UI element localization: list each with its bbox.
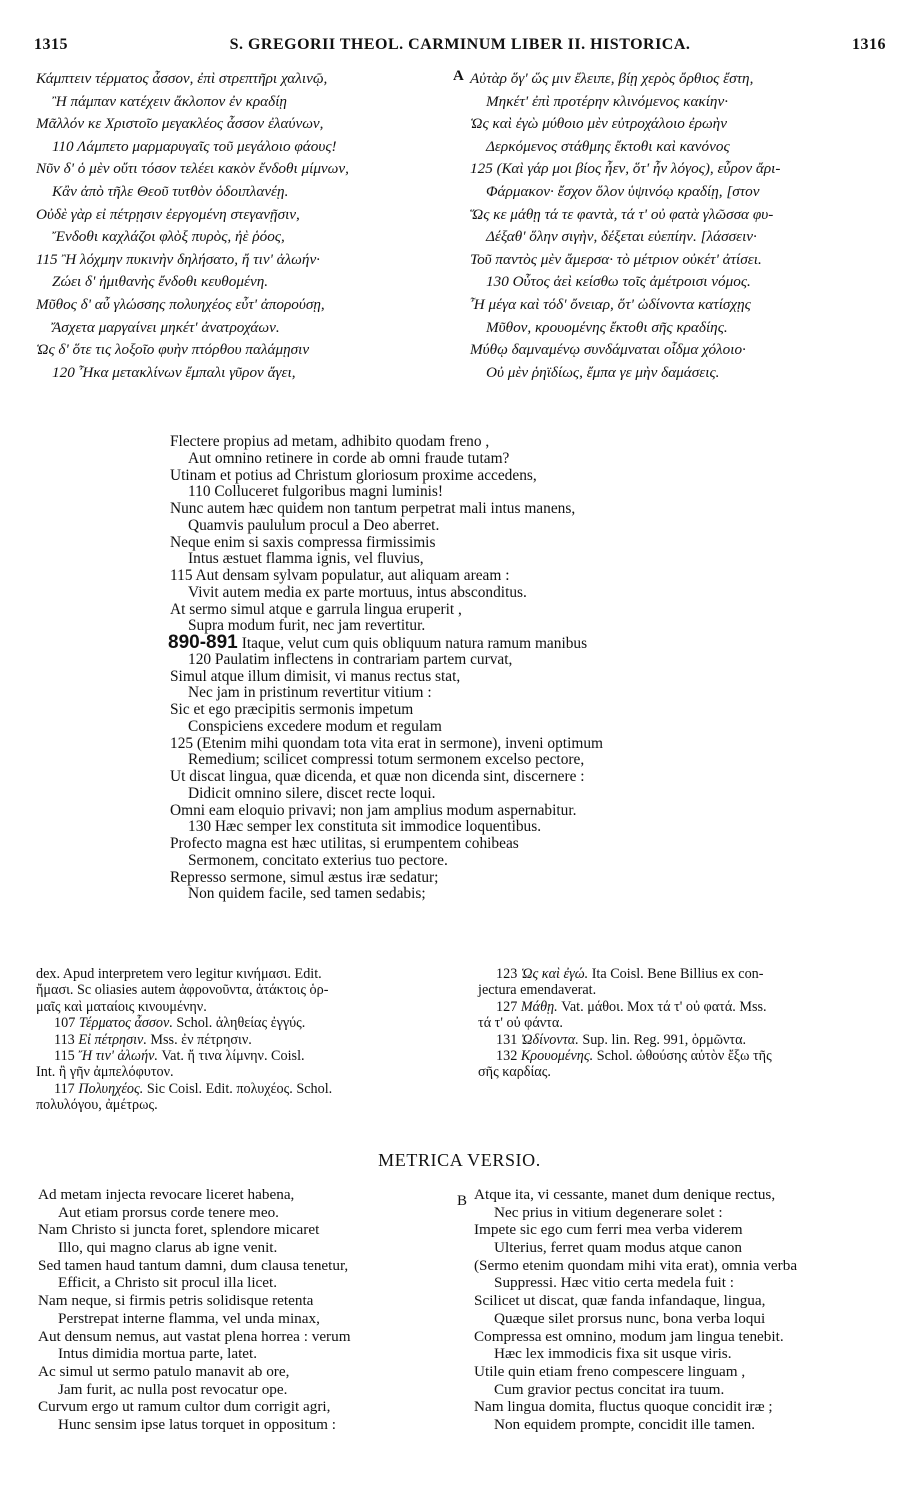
note-text: Schol. ἀληθείας ἐγγύς. bbox=[172, 1015, 306, 1032]
metrica-versio-left-column bbox=[38, 1186, 458, 1434]
note-lemma: Τέρματος ἆσσον. bbox=[78, 1015, 173, 1032]
latin-prose-line: Nec jam in pristinum revertitur vitium : bbox=[188, 684, 432, 702]
note-text: μαῖς καὶ ματαίοις κινουμένην. bbox=[36, 998, 207, 1015]
greek-verse-line: 130 Οὗτος ἀεὶ κείσθω τοῖς ἀμέτροισι νόμος. bbox=[486, 273, 751, 291]
note-text: 132 bbox=[496, 1047, 521, 1064]
note-text: Sup. lin. Reg. 991, ὁρμῶντα. bbox=[578, 1031, 747, 1048]
greek-text-left-column bbox=[36, 68, 456, 384]
latin-prose-line: 110 Colluceret fulgoribus magni luminis! bbox=[188, 483, 444, 501]
latin-prose-line: Intus æstuet flamma ignis, vel fluvius, bbox=[188, 550, 424, 568]
note-text: dex. Apud interpretem vero legitur κινήμασι. Edit. bbox=[36, 966, 322, 982]
note-text: Vat. μάθοι. Mox τά τ' οὐ φατά. Mss. bbox=[557, 998, 767, 1015]
column-number-marker: 890-891 bbox=[168, 632, 238, 653]
latin-prose-translation bbox=[170, 434, 810, 903]
latin-prose-line: Non quidem facile, sed tamen sedabis; bbox=[188, 885, 426, 903]
note-line bbox=[36, 1064, 456, 1080]
note-text: Vat. ἤ τινα λίμνην. Coisl. bbox=[157, 1047, 305, 1064]
greek-verse-line: 115 Ἢ λόχμην πυκινὴν δηλήσατο, ἤ τιν' ἀλωήν· bbox=[36, 250, 320, 268]
latin-prose-line: Sic et ego præcipitis sermonis impetum bbox=[170, 701, 414, 718]
latin-verse-line: Compressa est omnino, modum jam lingua tenebit. bbox=[474, 1327, 784, 1345]
left-page-number: 1315 bbox=[34, 36, 68, 53]
latin-prose-line: Aut omnino retinere in corde ab omni fraude tutam? bbox=[188, 449, 510, 467]
greek-verse-line: 120 Ἦκα μετακλίνων ἔμπαλι γῦρον ἄγει, bbox=[52, 363, 296, 381]
note-text: jectura emendaverat. bbox=[478, 982, 597, 999]
latin-prose-line: Nunc autem hæc quidem non tantum perpetrat mali intus manens, bbox=[170, 500, 576, 517]
note-line bbox=[478, 1048, 888, 1064]
note-text: 113 bbox=[54, 1031, 79, 1048]
greek-verse-line: Δερκόμενος στάθμης ἔκτοθι καὶ κανόνος bbox=[486, 137, 730, 155]
note-line bbox=[478, 999, 888, 1015]
greek-verse-line: Κάμπτειν τέρματος ἆσσον, ἐπὶ στρεπτῆρι χαλινῷ, bbox=[36, 70, 328, 87]
greek-verse-line: Κἂν ἀπὸ τῆλε Θεοῦ τυτθὸν ὁδοιπλανέῃ. bbox=[52, 182, 289, 200]
note-line bbox=[478, 1064, 888, 1080]
note-line bbox=[478, 966, 888, 982]
note-text: Schol. ὠθούσης αὐτὸν ἔξω τῆς bbox=[593, 1047, 772, 1064]
note-text: σῆς καρδίας. bbox=[478, 1064, 551, 1081]
latin-verse-line: Ad metam injecta revocare liceret habena, bbox=[38, 1186, 295, 1203]
critical-notes-left bbox=[36, 966, 456, 1114]
latin-verse-line: Non equidem prompte, concidit ille tamen. bbox=[494, 1415, 756, 1433]
latin-verse-line: Aut densum nemus, aut vastat plena horrea : verum bbox=[38, 1327, 351, 1345]
greek-verse-line: Ζώει δ' ἡμιθανὴς ἔνδοθι κευθομένη. bbox=[52, 273, 269, 291]
note-line bbox=[478, 1015, 888, 1031]
greek-verse-line: Μᾶλλόν κε Χριστοῖο μεγακλέος ἆσσον ἐλαύνων, bbox=[36, 115, 324, 133]
metrica-versio-right-column bbox=[474, 1186, 894, 1434]
latin-verse-line: Curvum ergo ut ramum cultor dum corrigit agri, bbox=[38, 1398, 331, 1416]
note-line bbox=[36, 982, 456, 998]
latin-prose-line: 125 (Etenim mihi quondam tota vita erat in sermone), inveni optimum bbox=[170, 734, 603, 752]
greek-verse-line: Μύθῳ δαμναμένῳ συνδάμναται οἶδμα χόλοιο· bbox=[470, 341, 746, 359]
note-text: πολυλόγου, ἀμέτρως. bbox=[36, 1097, 158, 1114]
greek-verse-line: Αὐτὰρ ὅγ' ὥς μιν ἔλειπε, βίῃ χερὸς ὄρθιος ἔστη, bbox=[470, 70, 754, 87]
note-lemma: Πολυηχέος. bbox=[78, 1080, 144, 1097]
latin-verse-line: Quæque silet prorsus nunc, bona verba loqui bbox=[494, 1309, 766, 1327]
note-lemma: Ὠδίνοντα. bbox=[520, 1031, 579, 1048]
note-line bbox=[36, 966, 456, 982]
greek-verse-line: Τοῦ παντὸς μὲν ἄμερσα· τὸ μέτριον οὐκέτ' ἀτίσει. bbox=[470, 250, 762, 268]
note-line bbox=[36, 999, 456, 1015]
greek-verse-line: Μῦθος δ' αὖ γλώσσης πολυηχέος εὖτ' ἀπορούσῃ, bbox=[36, 295, 325, 313]
latin-prose-line: Didicit omnino silere, discet recte loqui. bbox=[188, 784, 436, 802]
latin-verse-line: Hunc sensim ipse latus torquet in oppositum : bbox=[58, 1415, 336, 1433]
latin-verse-line: Scilicet ut discat, quæ fanda infandaque, lingua, bbox=[474, 1292, 766, 1310]
note-text: τά τ' οὐ φάντα. bbox=[478, 1015, 563, 1032]
note-text: 127 bbox=[496, 998, 521, 1015]
latin-verse-line: Nam neque, si firmis petris solidisque retenta bbox=[38, 1292, 314, 1310]
latin-prose-line: 120 Paulatim inflectens in contrariam partem curvat, bbox=[188, 650, 513, 668]
latin-verse-line: Hæc lex immodicis fixa sit usque viris. bbox=[494, 1345, 732, 1363]
note-text: Sic Coisl. Edit. πολυχέος. Schol. bbox=[143, 1080, 333, 1097]
right-page-number: 1316 bbox=[852, 36, 886, 53]
latin-verse-line: Ac simul ut sermo patulo manavit ab ore, bbox=[38, 1362, 290, 1380]
latin-verse-line: Atque ita, vi cessante, manet dum denique rectus, bbox=[474, 1186, 776, 1203]
note-text: Int. ἢ γῆν ἀμπελόφυτον. bbox=[36, 1064, 174, 1081]
note-text: 123 bbox=[496, 966, 521, 982]
greek-verse-line: 125 (Καὶ γάρ μοι βίος ἦεν, ὅτ' ἦν λόγος), εὗρον ἄρι- bbox=[470, 160, 781, 178]
greek-verse-line: Ἦ μέγα καὶ τόδ' ὄνειαρ, ὅτ' ὠδίνοντα κατίσχῃς bbox=[470, 295, 751, 313]
note-text: 131 bbox=[496, 1031, 521, 1048]
note-line bbox=[36, 1097, 456, 1113]
greek-verse-line: Ὥς κε μάθῃ τά τε φαντὰ, τά τ' οὐ φατὰ γλῶσσα φυ- bbox=[470, 205, 774, 223]
latin-prose-line bbox=[168, 632, 810, 653]
latin-prose-line: Ut discat lingua, quæ dicenda, et quæ non dicenda sint, discernere : bbox=[170, 768, 585, 785]
note-line bbox=[478, 982, 888, 998]
latin-verse-line: Jam furit, ac nulla post revocatur ope. bbox=[58, 1380, 288, 1398]
greek-text-right-column bbox=[470, 68, 890, 384]
latin-prose-line: Profecto magna est hæc utilitas, si erumpentem cohibeas bbox=[170, 835, 519, 852]
note-text: ἤμασι. Sc oliasies autem ἀφρονοῦντα, ἀτάκτοις ὁρ- bbox=[36, 982, 329, 999]
latin-verse-line: Ulterius, ferret quam modus atque canon bbox=[494, 1239, 742, 1257]
greek-verse-line: 110 Λάμπετο μαρμαρυγαῖς τοῦ μεγάλοιο φάους! bbox=[52, 137, 337, 155]
note-text: Ita Coisl. Bene Billius ex con- bbox=[588, 966, 764, 982]
greek-verse-line: Νῦν δ' ὁ μὲν οὔτι τόσον τελέει κακὸν ἔνδοθι μίμνων, bbox=[36, 160, 349, 178]
greek-verse-line: Ἢ πάμπαν κατέχειν ἄκλοπον ἐν κραδίῃ bbox=[52, 92, 287, 110]
latin-verse-line: Illo, qui magno clarus ab igne venit. bbox=[58, 1239, 278, 1257]
note-text: 115 bbox=[54, 1047, 79, 1064]
note-line bbox=[36, 1015, 456, 1031]
latin-verse-line: Nec prius in vitium degenerare solet : bbox=[494, 1203, 723, 1221]
latin-prose-line: Quamvis paululum procul a Deo aberret. bbox=[188, 516, 440, 534]
note-lemma: Εἰ πέτρησιν. bbox=[78, 1031, 147, 1048]
latin-verse-line: Intus dimidia mortua parte, latet. bbox=[58, 1345, 258, 1363]
latin-verse-line: Sed tamen haud tantum damni, dum clausa tenetur, bbox=[38, 1256, 349, 1274]
running-header bbox=[34, 36, 886, 58]
latin-prose-line: Sermonem, concitato exterius tuo pectore. bbox=[188, 851, 448, 869]
greek-verse-line: Οὐδὲ γὰρ εἰ πέτρῃσιν ἐεργομένη στεγανῇσιν, bbox=[36, 205, 300, 223]
column-marker-a: A bbox=[453, 68, 464, 84]
latin-verse-line: Perstrepat interne flamma, vel unda minax, bbox=[58, 1309, 320, 1327]
latin-verse-line: Nam lingua domita, fluctus quoque concidit iræ ; bbox=[474, 1398, 773, 1416]
note-line bbox=[36, 1048, 456, 1064]
latin-prose-line: Represso sermone, simul æstus iræ sedatur; bbox=[170, 868, 439, 886]
latin-verse-line: Aut etiam prorsus corde tenere meo. bbox=[58, 1203, 279, 1221]
latin-prose-line: Omni eam eloquio privavi; non jam amplius modum aspernabitur. bbox=[170, 801, 577, 819]
latin-prose-line: Conspiciens excedere modum et regulam bbox=[188, 717, 442, 735]
running-title: S. GREGORII THEOL. CARMINUM LIBER II. HISTORICA. bbox=[229, 36, 691, 53]
latin-verse-line: Suppressi. Hæc vitio certa medela fuit : bbox=[494, 1274, 734, 1292]
note-text: 107 bbox=[54, 1015, 79, 1032]
latin-verse-line: (Sermo etenim quondam mihi vita erat), omnia verba bbox=[474, 1256, 798, 1274]
note-text: 117 bbox=[54, 1080, 79, 1097]
greek-verse-line: Ἄσχετα μαργαίνει μηκέτ' ἀνατροχάων. bbox=[52, 318, 280, 336]
greek-verse-line: Οὐ μὲν ῥηϊδίως, ἔμπα γε μὴν δαμάσεις. bbox=[486, 363, 720, 381]
latin-prose-line: 130 Hæc semper lex constituta sit immodice loquentibus. bbox=[188, 818, 542, 836]
latin-prose-line: Remedium; scilicet compressi totum sermonem excelso pectore, bbox=[188, 751, 585, 769]
latin-prose-line: At sermo simul atque e garrula lingua eruperit , bbox=[170, 600, 462, 618]
greek-verse-line: Φάρμακον· ἔσχον ὅλον ὑψινόῳ κραδίῃ, [στον bbox=[486, 182, 760, 200]
note-lemma: Ἤ τιν' ἀλωήν. bbox=[78, 1047, 158, 1064]
latin-prose-line: Utinam et potius ad Christum gloriosum proxime accedens, bbox=[170, 466, 537, 484]
latin-verse-line: Nam Christo si juncta foret, splendore micaret bbox=[38, 1221, 320, 1239]
latin-prose-line: Neque enim si saxis compressa firmissimis bbox=[170, 533, 436, 551]
greek-verse-line: Μηκέτ' ἐπὶ προτέρην κλινόμενος κακίην· bbox=[486, 92, 728, 110]
latin-prose-line: Flectere propius ad metam, adhibito quodam freno , bbox=[170, 433, 490, 450]
latin-verse-line: Efficit, a Christo sit procul illa licet. bbox=[58, 1274, 278, 1292]
latin-prose-line: 115 Aut densam sylvam populatur, aut aliquam aream : bbox=[170, 567, 510, 584]
note-line bbox=[36, 1081, 456, 1097]
latin-verse-line: Utile quin etiam freno compescere linguam , bbox=[474, 1362, 746, 1380]
critical-notes-right bbox=[478, 966, 888, 1081]
greek-verse-line: Ἔνδοθι καχλάζοι φλὸξ πυρὸς, ἠὲ ῥόος, bbox=[52, 228, 285, 246]
latin-verse-line: Impete sic ego cum ferri mea verba viderem bbox=[474, 1221, 743, 1239]
latin-verse-line: Cum gravior pectus concitat ira tuum. bbox=[494, 1380, 725, 1398]
note-line bbox=[36, 1032, 456, 1048]
latin-prose-line: Simul atque illum dimisit, vi manus rectus stat, bbox=[170, 667, 461, 685]
column-marker-b: B bbox=[457, 1193, 468, 1209]
greek-verse-line: Ὡς δ' ὅτε τις λοξοῖο φυὴν πτόρθου παλάμῃσιν bbox=[36, 341, 310, 359]
greek-verse-line: Μῦθον, κρουομένης ἔκτοθι σῆς κραδίης. bbox=[486, 318, 728, 336]
greek-verse-line: Δέξαθ' ὅλην σιγὴν, δέξεται εὐεπίην. [λάσσειν· bbox=[486, 228, 757, 246]
note-lemma: Κρουομένης. bbox=[520, 1047, 594, 1064]
note-line bbox=[478, 1032, 888, 1048]
latin-prose-line: Vivit autem media ex parte mortuus, intus absconditus. bbox=[188, 583, 527, 601]
note-text: Mss. ἐν πέτρησιν. bbox=[146, 1031, 252, 1048]
latin-prose-line: Supra modum furit, nec jam revertitur. bbox=[188, 617, 426, 635]
line-text: Itaque, velut cum quis obliquum natura ramum manibus bbox=[241, 635, 588, 652]
note-lemma: Ὡς καὶ ἐγώ. bbox=[520, 966, 589, 982]
note-lemma: Μάθῃ. bbox=[520, 998, 558, 1015]
greek-verse-line: Ὡς καὶ ἐγὼ μύθοιο μὲν εὐτροχάλοιο ἐρωὴν bbox=[470, 115, 727, 133]
metrica-versio-title: METRICA VERSIO. bbox=[378, 1150, 541, 1170]
